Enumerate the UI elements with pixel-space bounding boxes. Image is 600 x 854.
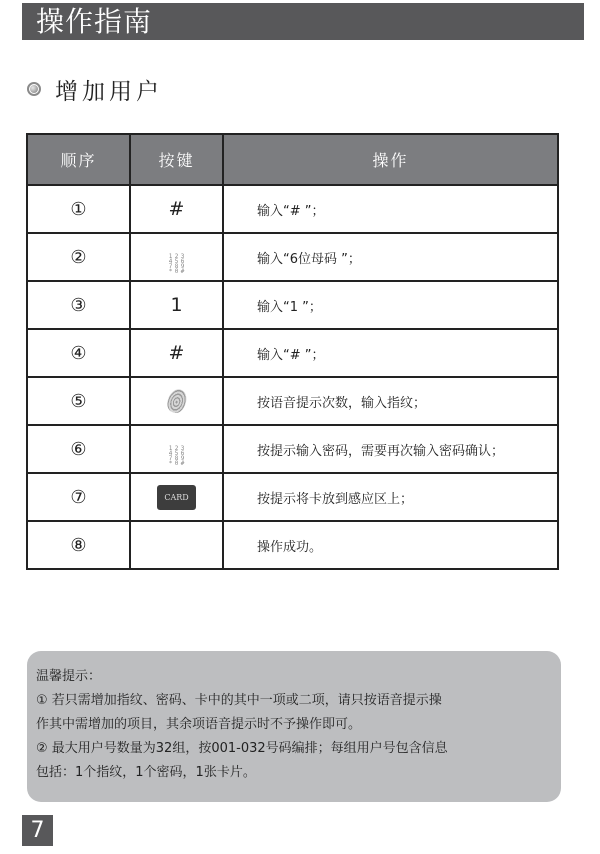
table-row: [27, 185, 558, 233]
tips-line: 包括：1个指纹，1个密码，1张卡片。: [36, 765, 256, 780]
step-action: 操作成功。: [223, 521, 558, 569]
step-action: 输入“6位母码 ”；: [223, 233, 558, 281]
step-action: 输入“# ”；: [223, 185, 558, 233]
tips-line: ① 若只需增加指纹、密码、卡中的其中一项或二项，请只按语音提示操: [36, 693, 442, 708]
table-row: [27, 377, 558, 425]
step-key: [130, 521, 223, 569]
table-row: [27, 521, 558, 569]
step-key: [130, 473, 223, 521]
steps-table: [26, 133, 559, 570]
step-order: ④: [27, 329, 130, 377]
table-row: [27, 233, 558, 281]
step-key: [130, 425, 223, 473]
tips-title: 温馨提示：: [36, 669, 102, 684]
table-row: [27, 281, 558, 329]
column-header-order: 顺序: [27, 134, 130, 185]
page-title-bar: [22, 3, 584, 40]
tips-line: 作其中需增加的项目，其余项语音提示时不予操作即可。: [36, 717, 362, 732]
step-action: 输入“# ”；: [223, 329, 558, 377]
step-key: [130, 233, 223, 281]
step-order: ③: [27, 281, 130, 329]
step-key: #: [130, 185, 223, 233]
tips-line: ② 最大用户号数量为32组，按001-032号码编排；每组用户号包含信息: [36, 741, 448, 756]
step-action: 按提示将卡放到感应区上；: [223, 473, 558, 521]
keypad-icon: 1 2 3 4 5 6 7 8 9 * 0 #: [168, 252, 185, 275]
fingerprint-icon: [164, 387, 189, 416]
step-order: ⑤: [27, 377, 130, 425]
step-order: ⑧: [27, 521, 130, 569]
step-action: 输入“1 ”；: [223, 281, 558, 329]
step-key: [130, 377, 223, 425]
page-number: 7: [22, 815, 53, 846]
step-order: ②: [27, 233, 130, 281]
table-row: [27, 425, 558, 473]
step-key: 1: [130, 281, 223, 329]
step-order: ⑥: [27, 425, 130, 473]
step-action: 按语音提示次数，输入指纹；: [223, 377, 558, 425]
section-title: 增加用户: [55, 78, 163, 105]
step-action: 按提示输入密码，需要再次输入密码确认；: [223, 425, 558, 473]
page-title: 操作指南: [36, 5, 153, 38]
section-heading: [27, 73, 163, 105]
step-key: #: [130, 329, 223, 377]
table-row: [27, 329, 558, 377]
step-order: ①: [27, 185, 130, 233]
table-row: [27, 473, 558, 521]
tips-box: [27, 651, 561, 802]
column-header-action: 操作: [223, 134, 558, 185]
table-header-row: [27, 134, 558, 185]
radio-bullet-icon: [27, 82, 41, 96]
step-order: ⑦: [27, 473, 130, 521]
keypad-icon: 1 2 3 4 5 6 7 8 9 * 0 #: [168, 444, 185, 467]
column-header-key: 按键: [130, 134, 223, 185]
card-icon: CARD: [157, 485, 196, 510]
